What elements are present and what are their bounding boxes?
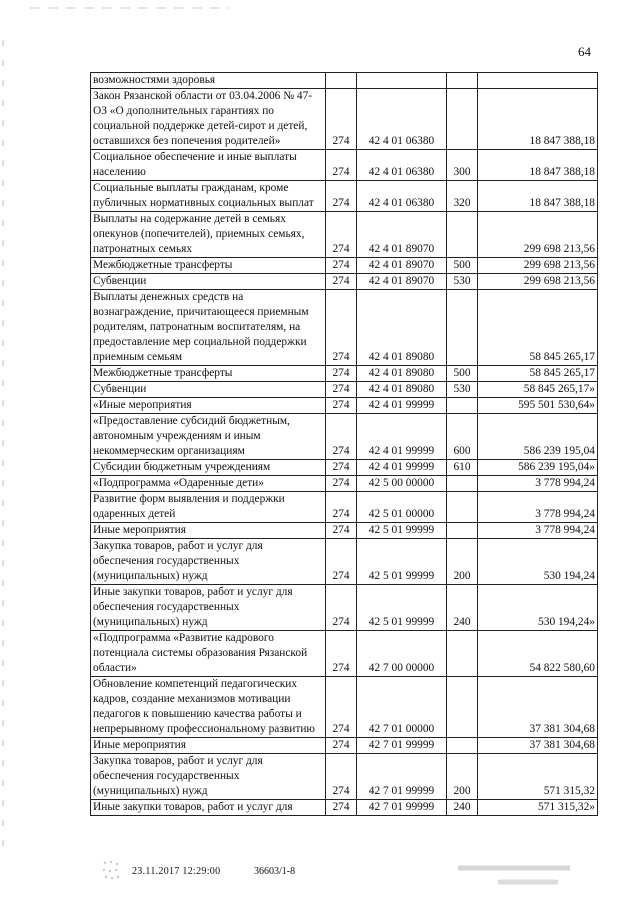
table-row xyxy=(91,631,598,677)
row-name: Развитие форм выявления и поддержки одаренных детей xyxy=(91,492,326,523)
row-expense-type xyxy=(447,73,478,89)
row-expense-type: 320 xyxy=(447,181,478,212)
row-target-article: 42 4 01 06380 xyxy=(357,150,447,181)
row-expense-type: 530 xyxy=(447,274,478,290)
row-expense-type xyxy=(447,523,478,539)
row-name: Закон Рязанской области от 03.04.2006 № 47-ОЗ «О дополнительных гарантиях по социальной поддержке детей-сирот и детей, оставшихся без попечения родителей» xyxy=(91,89,326,150)
row-admin-code: 274 xyxy=(326,398,357,414)
table-row xyxy=(91,677,598,738)
row-name: «Подпрограмма «Развитие кадрового потенциала системы образования Рязанской области» xyxy=(91,631,326,677)
table-row xyxy=(91,585,598,631)
row-amount: 571 315,32 xyxy=(478,754,598,800)
row-expense-type xyxy=(447,89,478,150)
table-row xyxy=(91,181,598,212)
row-admin-code: 274 xyxy=(326,539,357,585)
row-expense-type: 530 xyxy=(447,382,478,398)
row-amount: 595 501 530,64» xyxy=(478,398,598,414)
budget-table xyxy=(90,72,598,816)
row-expense-type: 240 xyxy=(447,585,478,631)
row-expense-type: 200 xyxy=(447,539,478,585)
row-expense-type: 500 xyxy=(447,366,478,382)
row-expense-type xyxy=(447,492,478,523)
row-amount: 37 381 304,68 xyxy=(478,677,598,738)
row-target-article: 42 7 01 99999 xyxy=(357,800,447,816)
row-name: Выплаты денежных средств на вознаграждение, причитающееся приемным родителям, патронатным воспитателям, на предоставление мер социальной поддержки приемным семьям xyxy=(91,290,326,366)
scan-left-edge xyxy=(0,0,8,905)
row-expense-type xyxy=(447,631,478,677)
faint-stamp-text xyxy=(458,860,576,890)
row-name: Иные закупки товаров, работ и услуг для обеспечения государственных (муниципальных) нужд xyxy=(91,585,326,631)
table-row xyxy=(91,414,598,460)
row-amount: 299 698 213,56 xyxy=(478,274,598,290)
row-target-article: 42 5 01 00000 xyxy=(357,492,447,523)
row-name: «Иные мероприятия xyxy=(91,398,326,414)
scan-top-artifact xyxy=(30,0,250,10)
row-admin-code: 274 xyxy=(326,460,357,476)
row-amount: 54 822 580,60 xyxy=(478,631,598,677)
table-row xyxy=(91,476,598,492)
row-admin-code: 274 xyxy=(326,523,357,539)
footer-doc-number: 36603/1-8 xyxy=(254,866,296,877)
row-admin-code: 274 xyxy=(326,274,357,290)
row-target-article: 42 4 01 99999 xyxy=(357,398,447,414)
row-target-article: 42 4 01 06380 xyxy=(357,89,447,150)
row-target-article: 42 4 01 89070 xyxy=(357,274,447,290)
row-name: Субвенции xyxy=(91,274,326,290)
row-amount xyxy=(478,73,598,89)
row-name: Закупка товаров, работ и услуг для обеспечения государственных (муниципальных) нужд xyxy=(91,754,326,800)
row-target-article: 42 4 01 99999 xyxy=(357,460,447,476)
row-target-article: 42 4 01 06380 xyxy=(357,181,447,212)
row-name: Межбюджетные трансферты xyxy=(91,258,326,274)
row-expense-type: 610 xyxy=(447,460,478,476)
row-admin-code xyxy=(326,73,357,89)
row-target-article: 42 4 01 89080 xyxy=(357,382,447,398)
table-row xyxy=(91,754,598,800)
row-name: Социальные выплаты гражданам, кроме публичных нормативных социальных выплат xyxy=(91,181,326,212)
row-target-article: 42 5 01 99999 xyxy=(357,539,447,585)
row-expense-type: 240 xyxy=(447,800,478,816)
row-target-article: 42 4 01 89070 xyxy=(357,212,447,258)
row-admin-code: 274 xyxy=(326,366,357,382)
row-admin-code: 274 xyxy=(326,258,357,274)
table-row xyxy=(91,150,598,181)
row-name: Иные закупки товаров, работ и услуг для xyxy=(91,800,326,816)
row-target-article: 42 4 01 89080 xyxy=(357,366,447,382)
row-name: Субвенции xyxy=(91,382,326,398)
row-expense-type xyxy=(447,738,478,754)
row-admin-code: 274 xyxy=(326,585,357,631)
row-admin-code: 274 xyxy=(326,181,357,212)
row-amount: 530 194,24» xyxy=(478,585,598,631)
row-admin-code: 274 xyxy=(326,414,357,460)
row-admin-code: 274 xyxy=(326,677,357,738)
table-row xyxy=(91,89,598,150)
row-amount: 18 847 388,18 xyxy=(478,89,598,150)
footer-timestamp: 23.11.2017 12:29:00 xyxy=(132,866,221,877)
row-expense-type: 600 xyxy=(447,414,478,460)
table-row xyxy=(91,460,598,476)
row-amount: 571 315,32» xyxy=(478,800,598,816)
row-expense-type xyxy=(447,398,478,414)
row-amount: 37 381 304,68 xyxy=(478,738,598,754)
row-amount: 299 698 213,56 xyxy=(478,212,598,258)
row-admin-code: 274 xyxy=(326,754,357,800)
row-expense-type: 500 xyxy=(447,258,478,274)
row-admin-code: 274 xyxy=(326,89,357,150)
table-row xyxy=(91,738,598,754)
row-expense-type xyxy=(447,677,478,738)
row-name: Социальное обеспечение и иные выплаты населению xyxy=(91,150,326,181)
table-row xyxy=(91,73,598,89)
row-amount: 586 239 195,04 xyxy=(478,414,598,460)
row-admin-code: 274 xyxy=(326,150,357,181)
row-target-article: 42 7 01 99999 xyxy=(357,754,447,800)
table-row xyxy=(91,398,598,414)
row-admin-code: 274 xyxy=(326,212,357,258)
row-amount: 58 845 265,17» xyxy=(478,382,598,398)
row-name: Обновление компетенций педагогических кадров, создание механизмов мотивации педагогов к повышению качества работы и непрерывному профессиональному развитию xyxy=(91,677,326,738)
row-amount: 530 194,24 xyxy=(478,539,598,585)
table-row xyxy=(91,366,598,382)
table-row xyxy=(91,212,598,258)
row-amount: 3 778 994,24 xyxy=(478,492,598,523)
row-name: Субсидии бюджетным учреждениям xyxy=(91,460,326,476)
table-row xyxy=(91,258,598,274)
row-amount: 586 239 195,04» xyxy=(478,460,598,476)
row-target-article: 42 7 00 00000 xyxy=(357,631,447,677)
table-row xyxy=(91,539,598,585)
page-number: 64 xyxy=(578,44,591,59)
row-target-article: 42 4 01 89080 xyxy=(357,290,447,366)
row-admin-code: 274 xyxy=(326,631,357,677)
row-target-article: 42 5 00 00000 xyxy=(357,476,447,492)
row-name: возможностями здоровья xyxy=(91,73,326,89)
row-target-article: 42 5 01 99999 xyxy=(357,585,447,631)
row-name: Закупка товаров, работ и услуг для обеспечения государственных (муниципальных) нужд xyxy=(91,539,326,585)
row-name: «Предоставление субсидий бюджетным, автономным учреждениям и иным некоммерческим организациям xyxy=(91,414,326,460)
row-target-article xyxy=(357,73,447,89)
row-amount: 18 847 388,18 xyxy=(478,150,598,181)
row-admin-code: 274 xyxy=(326,738,357,754)
row-target-article: 42 7 01 00000 xyxy=(357,677,447,738)
row-target-article: 42 5 01 99999 xyxy=(357,523,447,539)
scan-stamp-mark xyxy=(100,858,122,884)
row-expense-type xyxy=(447,290,478,366)
row-admin-code: 274 xyxy=(326,290,357,366)
table-row xyxy=(91,274,598,290)
row-amount: 58 845 265,17 xyxy=(478,290,598,366)
row-expense-type: 300 xyxy=(447,150,478,181)
row-admin-code: 274 xyxy=(326,476,357,492)
table-row xyxy=(91,290,598,366)
row-amount: 299 698 213,56 xyxy=(478,258,598,274)
row-target-article: 42 7 01 99999 xyxy=(357,738,447,754)
row-admin-code: 274 xyxy=(326,800,357,816)
row-amount: 18 847 388,18 xyxy=(478,181,598,212)
row-name: Иные мероприятия xyxy=(91,738,326,754)
row-amount: 3 778 994,24 xyxy=(478,476,598,492)
table-row xyxy=(91,492,598,523)
row-expense-type: 200 xyxy=(447,754,478,800)
row-expense-type xyxy=(447,212,478,258)
row-expense-type xyxy=(447,476,478,492)
table-row xyxy=(91,523,598,539)
row-name: Иные мероприятия xyxy=(91,523,326,539)
row-name: Межбюджетные трансферты xyxy=(91,366,326,382)
row-target-article: 42 4 01 99999 xyxy=(357,414,447,460)
row-name: «Подпрограмма «Одаренные дети» xyxy=(91,476,326,492)
table-row xyxy=(91,382,598,398)
row-admin-code: 274 xyxy=(326,382,357,398)
row-amount: 3 778 994,24 xyxy=(478,523,598,539)
table-row xyxy=(91,800,598,816)
budget-table-body xyxy=(91,73,598,816)
row-name: Выплаты на содержание детей в семьях опекунов (попечителей), приемных семьях, патронатных семьях xyxy=(91,212,326,258)
row-target-article: 42 4 01 89070 xyxy=(357,258,447,274)
row-amount: 58 845 265,17 xyxy=(478,366,598,382)
row-admin-code: 274 xyxy=(326,492,357,523)
